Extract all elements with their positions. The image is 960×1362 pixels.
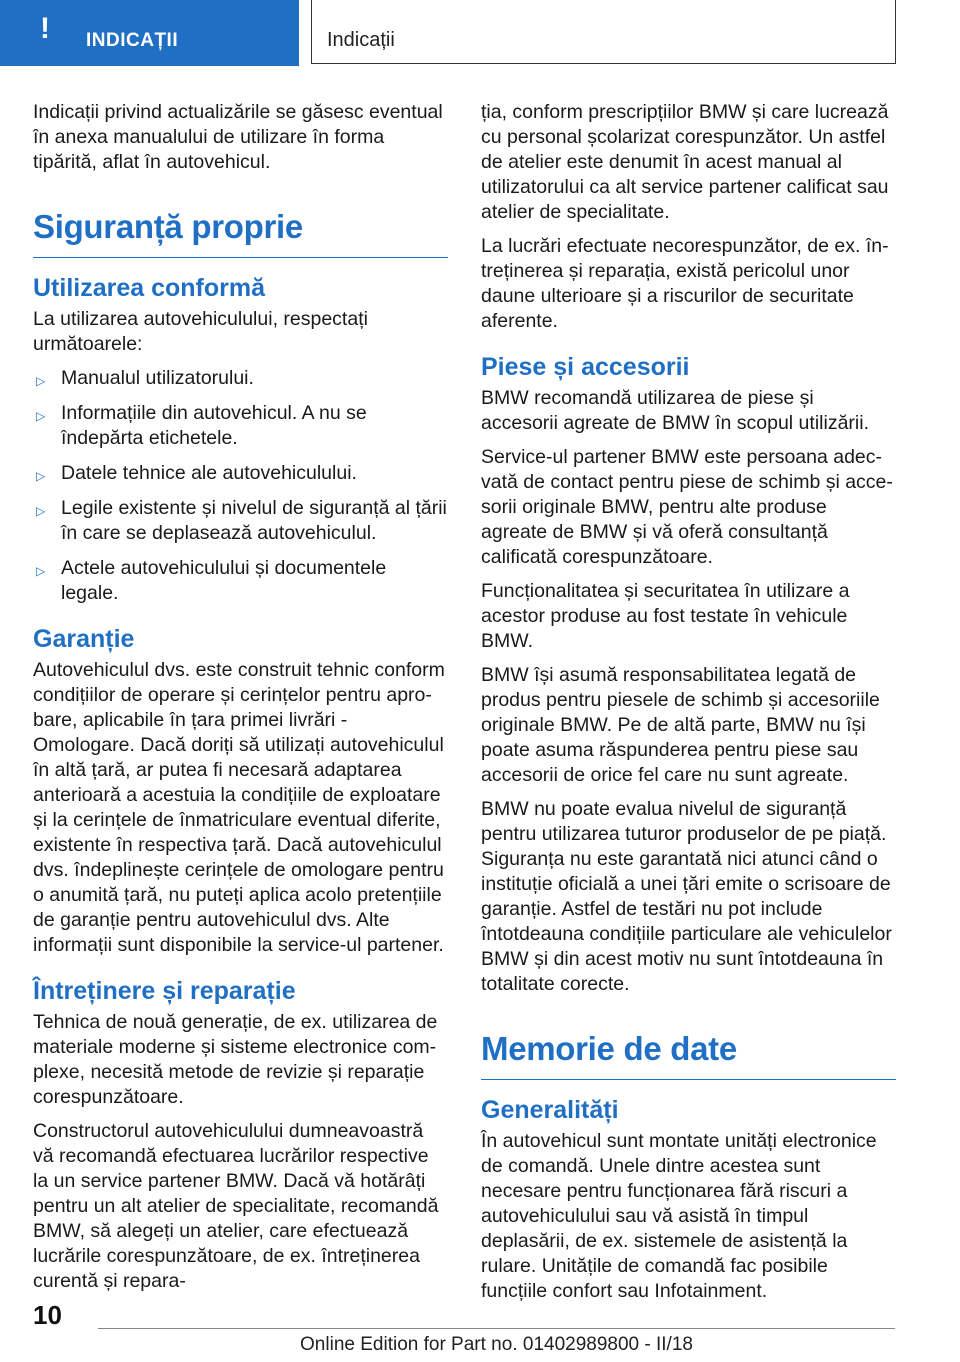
right-column (481, 100, 896, 1313)
footer-divider (98, 1328, 895, 1329)
chapter-title-box (311, 0, 896, 64)
list-item: ▷ Legile existente și nivelul de siguranță al țării în care se deplasează autovehiculul. (36, 497, 447, 544)
page-header (0, 0, 960, 66)
chapter-title: Indicații (327, 29, 395, 51)
parts-paragraph-3: Funcționalitatea și securitatea în utilizare a acestor produse au fost testate în vehicule BMW. (481, 580, 850, 652)
triangle-bullet-icon: ▷ (36, 409, 46, 423)
maintenance-paragraph-1: Tehnica de nouă generație, de ex. utilizarea de materiale moderne și sisteme electronice complexe, necesită metode de revizie și reparație corespunzătoare. (33, 1011, 438, 1108)
intended-use-list (33, 366, 448, 606)
heading-intended-use: Utilizarea conformă (33, 274, 266, 302)
maintenance-paragraph-4: La lucrări efectuate necorespunzător, de ex. întreținerea și reparația, există pericolul unor daune ulterioare și a riscurilor de securitate aferente. (481, 235, 889, 332)
list-item: ▷ Datele tehnice ale autovehiculului. (33, 461, 448, 486)
left-column (33, 100, 448, 1303)
general-paragraph: În autovehicul sunt montate unități electronice de comandă. Unele dintre acestea sunt necesare pentru funcționarea fără riscuri a autovehiculului sau vă asistă în timpul deplasării, de ex. sistemele de asistență la rulare. Unitățile de comandă fac posibile funcțiile confort sau Infotainment. (481, 1130, 877, 1302)
triangle-bullet-icon: ▷ (36, 469, 46, 483)
footer-edition: Online Edition for Part no. 01402989800 - II/18 (300, 1334, 693, 1355)
parts-paragraph-5: BMW nu poate evalua nivelul de siguranță pentru utilizarea tuturor produselor de pe piață. Siguranța nu este garantată nici atunci când o instituție oficială a unei țări emite o scrisoare de garanție. Astfel de testări nu pot include întotdeauna condițiile particulare ale vehiculelor BMW și din acest motiv nu sunt întotdeauna în totalitate corecte. (481, 798, 892, 995)
list-item: ▷ Informațiile din autovehicul. A nu se îndepărta etichetele. (36, 402, 367, 449)
heading-safety: Siguranță proprie (33, 207, 448, 258)
intro-paragraph: Indicații privind actualizările se găsesc eventual în anexa manualului de utilizare în forma tipărită, aflat în autovehicul. (33, 101, 443, 173)
list-item: ▷ Actele autovehiculului și documentele legale. (36, 557, 387, 604)
heading-parts: Piese și accesorii (481, 353, 690, 381)
page-number: 10 (33, 1300, 62, 1330)
heading-warranty: Garanție (33, 625, 135, 653)
triangle-bullet-icon: ▷ (36, 374, 46, 388)
triangle-bullet-icon: ▷ (36, 564, 46, 578)
triangle-bullet-icon: ▷ (36, 504, 46, 518)
section-tab (0, 0, 299, 66)
maintenance-paragraph-2: Constructorul autovehiculului dumneavoastră vă recomandă efectuarea lucrărilor respective la un service partener BMW. Dacă vă hotărâți pentru un alt atelier de specialitate, recomandă BMW, să alegeți un atelier, care efectuează lucrările corespunzătoare, de ex. întreținerea curentă și repara- (33, 1120, 439, 1292)
exclamation-icon: ! (40, 12, 50, 45)
warranty-paragraph: Autovehiculul dvs. este construit tehnic conform condițiilor de operare și cerințelor pentru aprobare, aplicabile în țara primei livrări - Omologare. Dacă doriți să utilizați autovehiculul în altă țară, ar putea fi necesară adaptarea anterioară a acestuia la condițiile de exploatare și la cerințele de înmatriculare eventual diferite, existente în respectiva țară. Dacă autovehiculul dvs. îndeplinește cerințele de omologare pentru o anumită țară, nu puteți aplica acolo pretențiile de garanție pentru autovehiculul dvs. Alte informații sunt disponibile la service-ul partener. (33, 659, 445, 956)
list-item: ▷ Manualul utilizatorului. (33, 366, 448, 391)
heading-data-memory: Memorie de date (481, 1029, 896, 1080)
maintenance-paragraph-3: ția, conform prescripțiilor BMW și care lucrează cu personal școlarizat corespunzător. Un astfel de atelier este denumit în acest manual al utilizatorului ca alt service partener calificat sau atelier de specialitate. (481, 101, 889, 223)
heading-maintenance: Întreținere și reparație (33, 977, 296, 1005)
parts-paragraph-1: BMW recomandă utilizarea de piese și accesorii agreate de BMW în scopul utilizării. (481, 387, 869, 434)
section-tab-label: INDICAȚII (86, 30, 179, 51)
parts-paragraph-4: BMW își asumă responsabilitatea legată de produs pentru piesele de schimb și accesoriile originale BMW. Pe de altă parte, BMW nu își poate asuma răspunderea pentru piese sau accesorii de orice fel care nu sunt agreate. (481, 664, 880, 786)
heading-general: Generalități (481, 1096, 619, 1124)
parts-paragraph-2: Service-ul partener BMW este persoana adecvată de contact pentru piese de schimb și accesorii originale BMW, pentru alte produse agreate de BMW și vă oferă consultanță calificată corespunzătoare. (481, 446, 893, 568)
intended-use-intro: La utilizarea autovehiculului, respectați următoarele: (33, 308, 368, 355)
